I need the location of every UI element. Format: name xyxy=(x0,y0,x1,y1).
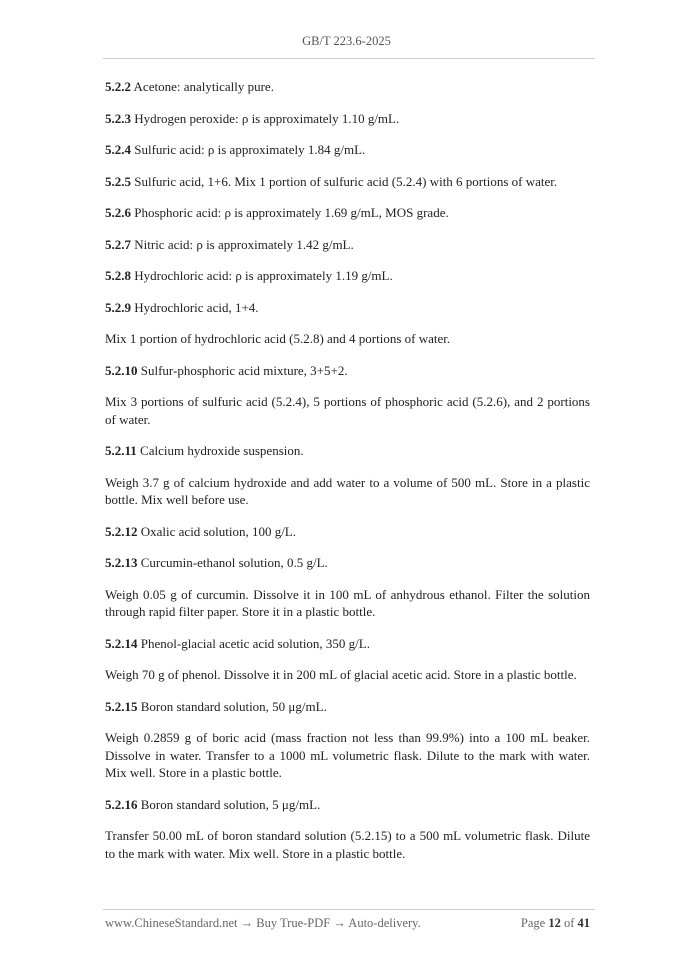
clause-number: 5.2.10 xyxy=(105,362,138,378)
clause-body: Sulfuric acid: ρ is approximately 1.84 g/mL. xyxy=(131,142,366,157)
clause-body: Calcium hydroxide suspension. xyxy=(136,443,304,458)
clause-5-2-12 xyxy=(105,523,590,541)
clause-text xyxy=(105,666,590,684)
clause-text xyxy=(105,729,590,782)
clause-body: Oxalic acid solution, 100 g/L. xyxy=(137,523,297,539)
clause-5-2-10 xyxy=(105,362,590,380)
footer-promo xyxy=(105,916,421,931)
page-header xyxy=(0,34,693,49)
clause-body: Weigh 3.7 g of calcium hydroxide and add water to a volume of 500 mL. Store in a plastic bottle. Mix well before use. xyxy=(105,474,590,507)
clause-5-2-5 xyxy=(105,173,590,191)
clause-5-2-6 xyxy=(105,204,590,222)
website-link[interactable]: www.ChineseStandard.net xyxy=(105,916,238,930)
clause-number: 5.2.6 xyxy=(105,205,131,220)
clause-body: Nitric acid: ρ is approximately 1.42 g/mL. xyxy=(131,236,354,252)
clause-5-2-16 xyxy=(105,796,590,814)
clause-number: 5.2.12 xyxy=(105,523,138,539)
clause-number: 5.2.2 xyxy=(105,79,131,94)
clause-5-2-4 xyxy=(105,141,590,159)
clause-number: 5.2.4 xyxy=(105,142,131,157)
clause-number: 5.2.14 xyxy=(105,635,138,651)
clause-text xyxy=(105,827,590,862)
clause-body: Weigh 70 g of phenol. Dissolve it in 200 mL of glacial acetic acid. Store in a plastic bottle. xyxy=(105,667,577,682)
clause-number: 5.2.3 xyxy=(105,110,131,126)
clause-body: Sulfuric acid, 1+6. Mix 1 portion of sulfuric acid (5.2.4) with 6 portions of water. xyxy=(131,173,558,189)
footer-promo-text: → Buy True-PDF → Auto-delivery. xyxy=(237,916,421,930)
clause-body: Sulfur-phosphoric acid mixture, 3+5+2. xyxy=(137,362,348,378)
clause-body: Transfer 50.00 mL of boron standard solution (5.2.15) to a 500 mL volumetric flask. Dilute to the mark with water. Mix well. Store in a plastic bottle. xyxy=(105,828,590,861)
clause-5-2-2 xyxy=(105,78,590,96)
clause-5-2-8 xyxy=(105,267,590,285)
clause-body: Boron standard solution, 5 μg/mL. xyxy=(137,796,321,812)
clause-body: Mix 3 portions of sulfuric acid (5.2.4), 5 portions of phosphoric acid (5.2.6), and 2 portions of water. xyxy=(105,394,590,427)
of-label: of xyxy=(560,916,578,930)
clause-number: 5.2.16 xyxy=(105,796,138,812)
clause-body: Boron standard solution, 50 μg/mL. xyxy=(137,698,327,714)
document-code: GB/T 223.6-2025 xyxy=(302,34,391,48)
header-divider xyxy=(103,58,595,59)
clause-number: 5.2.13 xyxy=(105,555,138,570)
clause-number: 5.2.7 xyxy=(105,236,131,252)
clause-number: 5.2.8 xyxy=(105,268,131,283)
clause-text xyxy=(105,393,590,428)
clause-body: Hydrogen peroxide: ρ is approximately 1.10 g/mL. xyxy=(131,110,400,126)
clause-body: Hydrochloric acid: ρ is approximately 1.19 g/mL. xyxy=(131,268,393,283)
clause-body: Mix 1 portion of hydrochloric acid (5.2.8) and 4 portions of water. xyxy=(105,331,451,346)
page-number: 12 xyxy=(548,916,561,930)
clause-body: Acetone: analytically pure. xyxy=(131,79,274,94)
clause-text xyxy=(105,474,590,509)
clause-body: Weigh 0.05 g of curcumin. Dissolve it in 100 mL of anhydrous ethanol. Filter the solution through rapid filter paper. Store it in a plastic bottle. xyxy=(105,586,590,619)
clause-number: 5.2.11 xyxy=(105,443,137,458)
clause-body: Weigh 0.2859 g of boric acid (mass fraction not less than 99.9%) into a 100 mL beaker. Dissolve in water. Transfer to a 1000 mL volumetric flask. Dilute to the mark with water. Mix well. Store in a plastic bottle. xyxy=(105,730,590,780)
clause-5-2-7 xyxy=(105,236,590,254)
clause-5-2-14 xyxy=(105,635,590,653)
clause-number: 5.2.15 xyxy=(105,698,138,714)
clause-number: 5.2.9 xyxy=(105,299,131,315)
clause-text xyxy=(105,330,590,348)
clause-number: 5.2.5 xyxy=(105,173,131,189)
document-body xyxy=(105,78,590,876)
footer-divider xyxy=(103,909,595,910)
total-pages: 41 xyxy=(577,916,590,930)
clause-text xyxy=(105,586,590,621)
page-indicator xyxy=(521,916,590,931)
clause-body: Phenol-glacial acetic acid solution, 350 g/L. xyxy=(137,635,370,651)
clause-5-2-9 xyxy=(105,299,590,317)
clause-5-2-13 xyxy=(105,554,590,572)
clause-body: Hydrochloric acid, 1+4. xyxy=(131,299,259,315)
clause-5-2-15 xyxy=(105,698,590,716)
clause-body: Phosphoric acid: ρ is approximately 1.69 g/mL, MOS grade. xyxy=(131,205,449,220)
clause-body: Curcumin-ethanol solution, 0.5 g/L. xyxy=(137,555,328,570)
clause-5-2-3 xyxy=(105,110,590,128)
page-label: Page xyxy=(520,916,549,930)
clause-5-2-11 xyxy=(105,442,590,460)
